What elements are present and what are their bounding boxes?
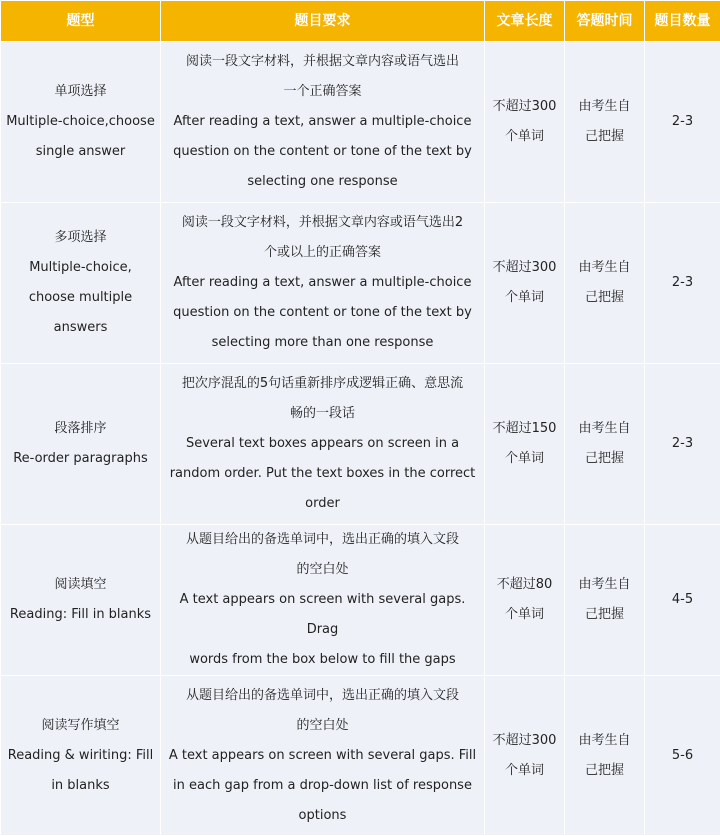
length-line: 不超过150 [489, 414, 560, 444]
cell-length [485, 42, 565, 203]
header-requirement: 题目要求 [161, 1, 485, 42]
req-line: order [165, 489, 480, 519]
type-en: in blanks [5, 771, 156, 801]
type-cn: 阅读写作填空 [5, 711, 156, 741]
table-row [1, 364, 720, 525]
type-en: Reading: Fill in blanks [5, 600, 156, 630]
req-line: selecting more than one response [165, 328, 480, 358]
cell-type [1, 676, 161, 836]
cell-requirement [161, 364, 485, 525]
cell-requirement [161, 525, 485, 676]
type-en: Multiple-choice,choose [5, 107, 156, 137]
cell-time [565, 42, 645, 203]
req-line: Several text boxes appears on screen in a [165, 429, 480, 459]
cell-time [565, 203, 645, 364]
time-line: 由考生自 [569, 726, 640, 756]
length-line: 不超过300 [489, 92, 560, 122]
req-line: question on the content or tone of the text by [165, 298, 480, 328]
length-line: 不超过80 [489, 570, 560, 600]
length-line: 个单词 [489, 283, 560, 313]
time-line: 由考生自 [569, 414, 640, 444]
req-line: 从题目给出的备选单词中，选出正确的填入文段 [165, 681, 480, 711]
cell-requirement [161, 42, 485, 203]
req-line: After reading a text, answer a multiple-choice [165, 268, 480, 298]
type-en: Reading & wiriting: Fill [5, 741, 156, 771]
cell-count: 2-3 [645, 364, 720, 525]
length-line: 个单词 [489, 122, 560, 152]
time-line: 由考生自 [569, 92, 640, 122]
cell-requirement [161, 203, 485, 364]
cell-length [485, 203, 565, 364]
cell-requirement [161, 676, 485, 836]
type-cn: 多项选择 [5, 223, 156, 253]
type-en: Multiple-choice, [5, 253, 156, 283]
length-line: 个单词 [489, 756, 560, 786]
type-cn: 单项选择 [5, 77, 156, 107]
req-line: 一个正确答案 [165, 77, 480, 107]
time-line: 由考生自 [569, 253, 640, 283]
cell-count: 2-3 [645, 203, 720, 364]
cell-type [1, 364, 161, 525]
table-row [1, 42, 720, 203]
length-line: 个单词 [489, 600, 560, 630]
req-line: After reading a text, answer a multiple-choice [165, 107, 480, 137]
req-line: words from the box below to fill the gaps [165, 645, 480, 675]
time-line: 己把握 [569, 600, 640, 630]
time-line: 己把握 [569, 444, 640, 474]
type-cn: 段落排序 [5, 414, 156, 444]
table-header-row [1, 1, 720, 42]
req-line: 从题目给出的备选单词中，选出正确的填入文段 [165, 525, 480, 555]
cell-time [565, 525, 645, 676]
cell-length [485, 364, 565, 525]
cell-type [1, 203, 161, 364]
cell-type [1, 525, 161, 676]
time-line: 己把握 [569, 756, 640, 786]
length-line: 不超过300 [489, 726, 560, 756]
req-line: question on the content or tone of the text by [165, 137, 480, 167]
cell-time [565, 364, 645, 525]
type-en: single answer [5, 137, 156, 167]
req-line: options [165, 801, 480, 831]
type-en: Re-order paragraphs [5, 444, 156, 474]
header-type: 题型 [1, 1, 161, 42]
cell-length [485, 525, 565, 676]
cell-type [1, 42, 161, 203]
req-line: 阅读一段文字材料，并根据文章内容或语气选出2 [165, 208, 480, 238]
table-row [1, 676, 720, 836]
type-cn: 阅读填空 [5, 570, 156, 600]
req-line: 个或以上的正确答案 [165, 238, 480, 268]
req-line: 畅的一段话 [165, 399, 480, 429]
type-en: answers [5, 313, 156, 343]
table-row [1, 203, 720, 364]
req-line: A text appears on screen with several gaps. Fill [165, 741, 480, 771]
cell-length [485, 676, 565, 836]
length-line: 个单词 [489, 444, 560, 474]
length-line: 不超过300 [489, 253, 560, 283]
cell-count: 2-3 [645, 42, 720, 203]
cell-count: 5-6 [645, 676, 720, 836]
req-line: 的空白处 [165, 711, 480, 741]
time-line: 由考生自 [569, 570, 640, 600]
header-length: 文章长度 [485, 1, 565, 42]
req-line: 阅读一段文字材料，并根据文章内容或语气选出 [165, 47, 480, 77]
header-time: 答题时间 [565, 1, 645, 42]
type-en: choose multiple [5, 283, 156, 313]
req-line: random order. Put the text boxes in the correct [165, 459, 480, 489]
time-line: 己把握 [569, 283, 640, 313]
cell-count: 4-5 [645, 525, 720, 676]
time-line: 己把握 [569, 122, 640, 152]
req-line: in each gap from a drop-down list of response [165, 771, 480, 801]
req-line: 把次序混乱的5句话重新排序成逻辑正确、意思流 [165, 369, 480, 399]
req-line: selecting one response [165, 167, 480, 197]
header-count: 题目数量 [645, 1, 720, 42]
table-row [1, 525, 720, 676]
req-line: A text appears on screen with several gaps. Drag [165, 585, 480, 645]
cell-time [565, 676, 645, 836]
req-line: 的空白处 [165, 555, 480, 585]
